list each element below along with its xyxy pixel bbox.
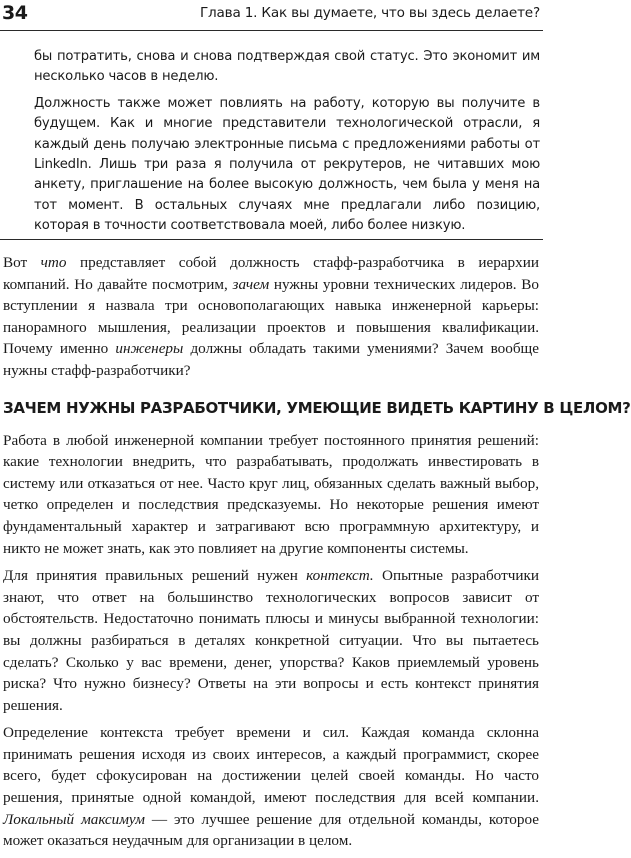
text-run: Опытные разработчики знают, что ответ на большинство технологических вопросов зависит от обстоятельств. Недостаточно понимать плюсы и минусы выбранной технологии: вы должны разбираться в деталях конкретной ситуации. Что вы пытаетесь сделать? Сколько у вас времени, денег, упорства? Каков приемлемый уровень риска? Что нужно бизнесу? Ответы на эти вопросы и есть контекст принятия решения. [3,567,539,714]
text-run: Для принятия правильных решений нужен [3,567,307,585]
page-number: 34 [2,2,28,24]
main-text [3,252,631,858]
body-paragraph [3,722,539,852]
chapter-title: Глава 1. Как вы думаете, что вы здесь делаете? [199,5,540,21]
running-header [0,0,543,31]
emphasis: Локальный максимум [3,810,145,828]
body-paragraph [3,252,539,382]
section-divider [0,239,543,240]
text-run: — это лучшее решение для отдельной команды, которое может оказаться неудачным для организации в целом. [3,810,539,850]
emphasis: зачем [232,275,270,293]
emphasis: инженеры [115,340,184,358]
sidebar-paragraph: Должность также может повлиять на работу, которую вы получите в будущем. Как и многие представители технологической отрасли, я каждый день получаю электронные письма с предложениями работы от LinkedIn. Лишь три раза я получила от рекрутеров, не читавших мою анкету, приглашение на более высокую должность, чем была у меня на тот момент. В остальных случаях мне предлагали либо позицию, которая в точности соответствовала моей, либо более низкую. [34,95,540,234]
emphasis: контекст. [306,567,374,585]
sidebar-note [34,47,540,243]
section-heading: ЗАЧЕМ НУЖНЫ РАЗРАБОТЧИКИ, УМЕЮЩИЕ ВИДЕТЬ КАРТИНУ В ЦЕЛОМ? [3,398,631,417]
body-paragraph [3,565,539,716]
text-run: представляет собой должность стафф-разработчика в иерархии компаний. Но давайте посмотрим, [3,254,539,293]
text-run: должны обладать такими умениями? Зачем вообще нужны стафф-разработчики? [3,340,539,379]
sidebar-paragraph: бы потратить, снова и снова подтверждая свой статус. Это экономит им несколько часов в неделю. [34,49,540,85]
text-run: нужны уровни технических лидеров. Во вступлении я назвала три основополагающих навыка инженерной карьеры: панорамного мышления, реализации проектов и повышения квалификации. Почему именно [3,275,539,358]
text-run: Определение контекста требует времени и сил. Каждая команда склонна принимать решения исходя из своих интересов, а каждый программист, скорее всего, будет сфокусирован на достижении целей своей команды. Но часто решения, принятые одной командой, имеют последствия для всей компании. [3,724,539,807]
body-paragraph: Работа в любой инженерной компании требует постоянного принятия решений: какие технологии внедрить, что разрабатывать, продолжать инвестировать в систему или отказаться от нее. Часто круг лиц, обязанных сделать важный выбор, четко определен и последствия предсказуемы. Но некоторые решения имеют фундаментальный характер и затрагивают всю программную архитектуру, и никто не может знать, как это повлияет на другие компоненты системы. [3,431,539,557]
text-run: Вот [3,254,41,271]
emphasis: что [40,254,67,271]
